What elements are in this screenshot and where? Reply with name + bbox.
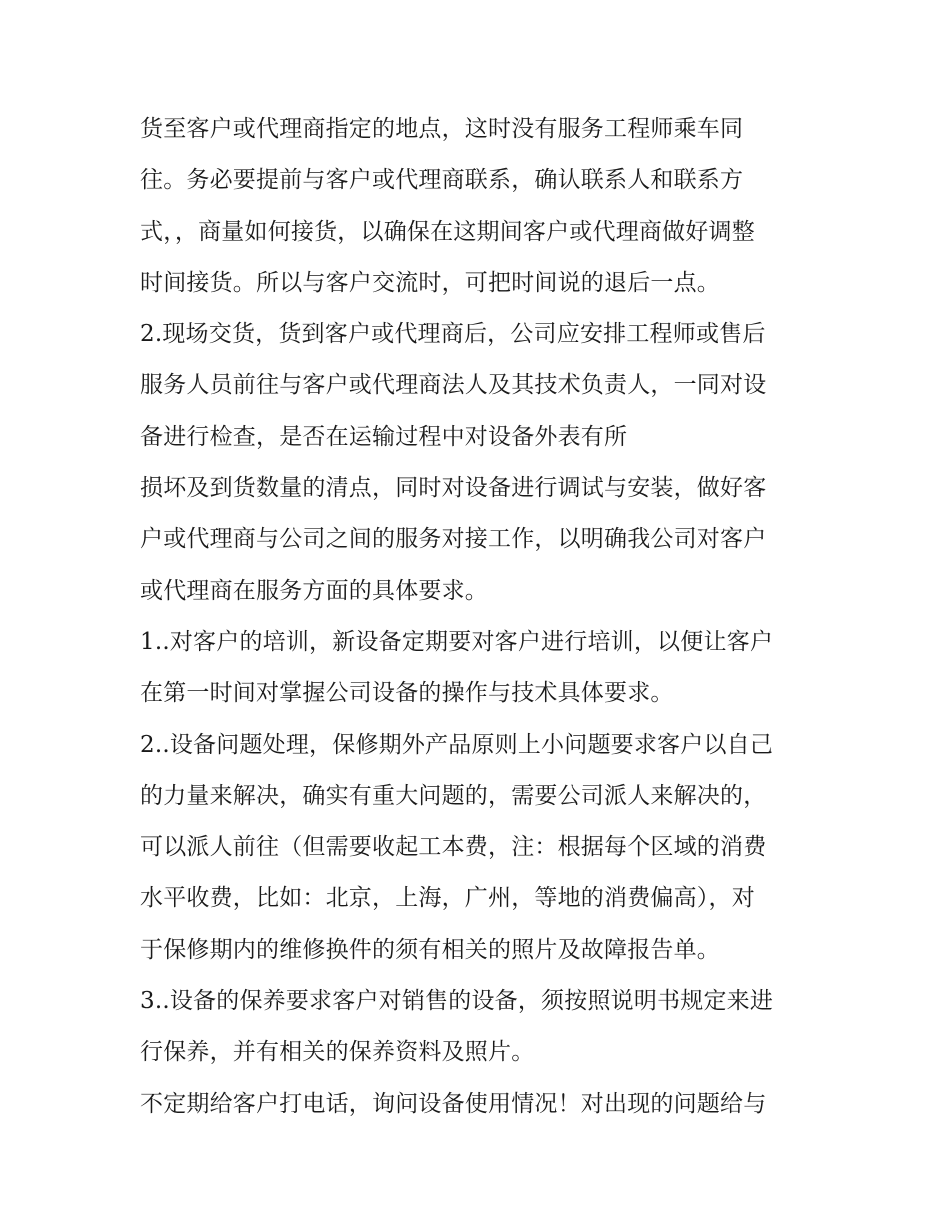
text-line: 在第一时间对掌握公司设备的操作与技术具体要求。 [140, 680, 674, 707]
text-line: 于保修期内的维修换件的须有相关的照片及故障报告单。 [140, 936, 720, 963]
text-line: 水平收费，比如：北京，上海，广州，等地的消费偏高），对 [140, 885, 755, 912]
text-line: 3..设备的保养要求客户对销售的设备，须按照说明书规定来进 [140, 988, 774, 1015]
text-line: 服务人员前往与客户或代理商法人及其技术负责人，一同对设 [140, 372, 767, 399]
text-line: 行保养，并有相关的保养资料及照片。 [140, 1039, 535, 1066]
text-line: 户或代理商与公司之间的服务对接工作，以明确我公司对客户 [140, 526, 767, 553]
text-line: 可以派人前往（但需要收起工本费，注：根据每个区域的消费 [140, 834, 767, 861]
text-line: 不定期给客户打电话，询问设备使用情况！对出现的问题给与 [140, 1090, 767, 1117]
text-line: 损坏及到货数量的清点，同时对设备进行调试与安装，做好客 [140, 475, 767, 502]
text-line: 的力量来解决，确实有重大问题的，需要公司派人来解决的， [140, 782, 767, 809]
text-line: 往。务必要提前与客户或代理商联系，确认联系人和联系方 [140, 167, 744, 194]
text-line: 式，，商量如何接货，以确保在这期间客户或代理商做好调整 [140, 218, 755, 245]
text-line: 或代理商在服务方面的具体要求。 [140, 577, 488, 604]
text-line: 时间接货。所以与客户交流时，可把时间说的退后一点。 [140, 269, 720, 296]
text-line: 1..对客户的培训，新设备定期要对客户进行培训，以便让客户 [140, 628, 774, 655]
text-line: 货至客户或代理商指定的地点，这时没有服务工程师乘车同 [140, 116, 744, 142]
document-body [140, 104, 820, 1130]
text-line: 2..设备问题处理，保修期外产品原则上小问题要求客户以自己 [140, 731, 774, 758]
text-line: 备进行检查，是否在运输过程中对设备外表有所 [140, 423, 628, 450]
text-line: 2.现场交货，货到客户或代理商后，公司应安排工程师或售后 [140, 321, 766, 348]
